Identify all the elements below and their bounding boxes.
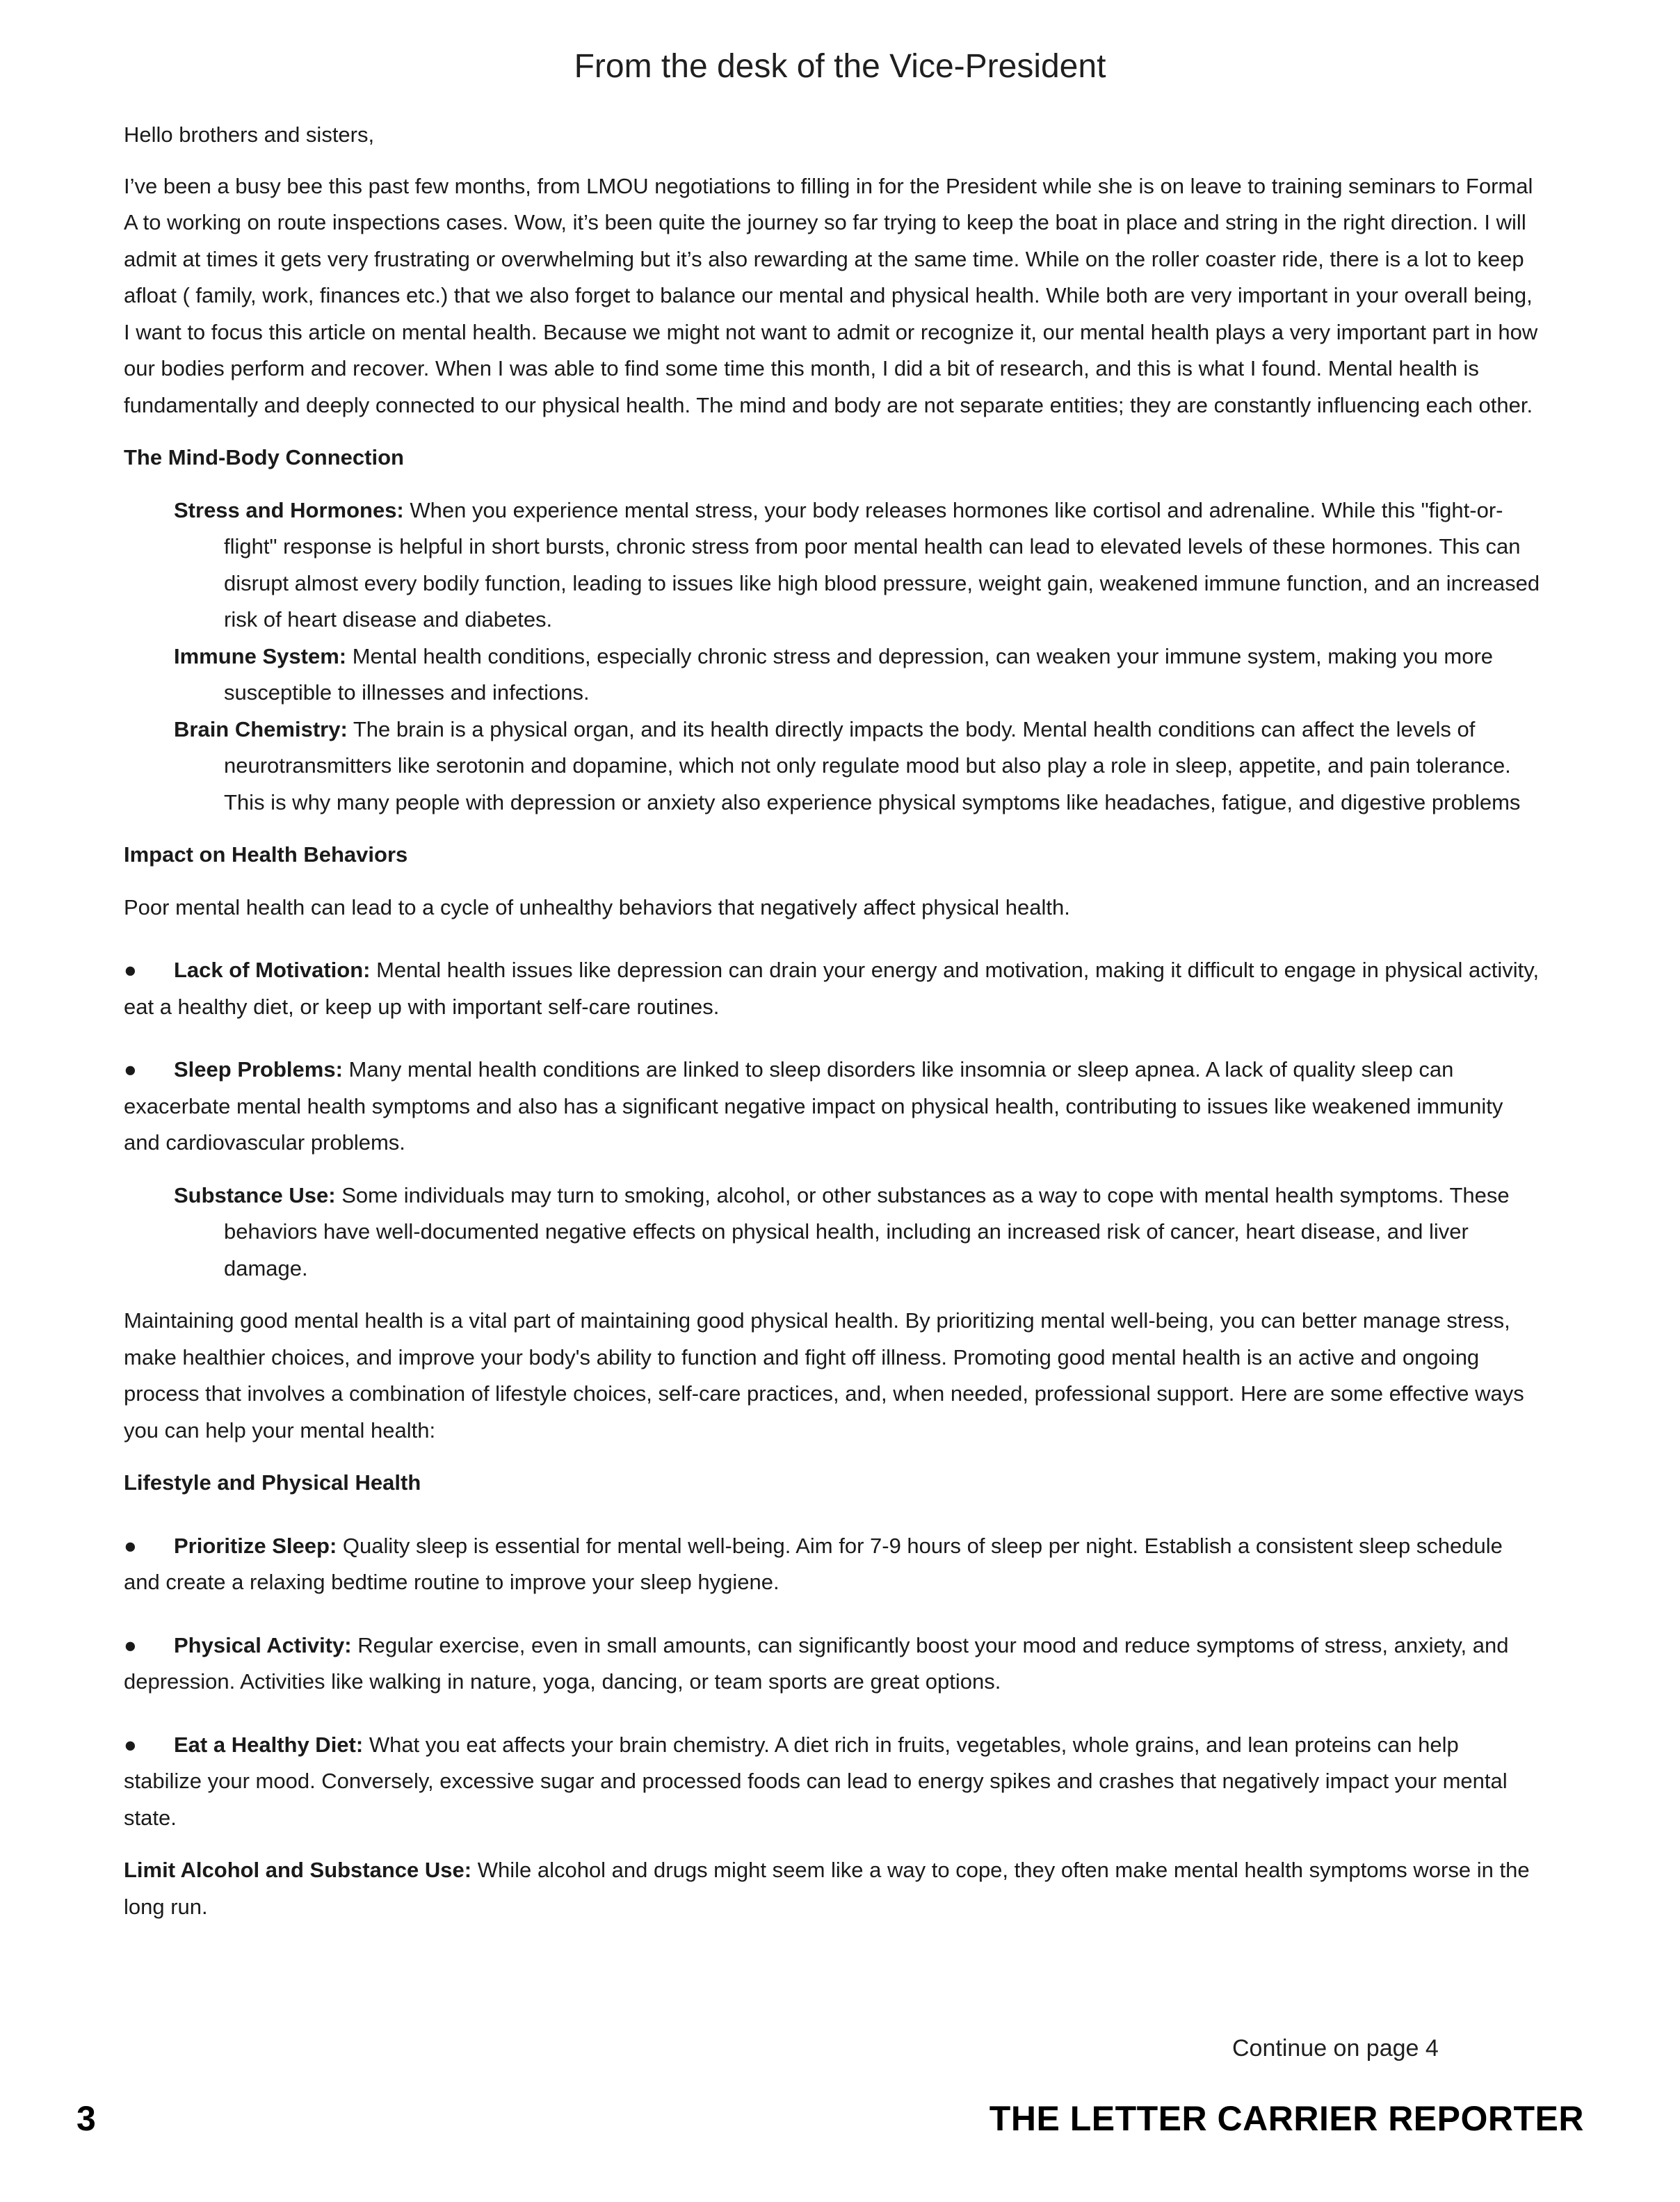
item-label: Physical Activity: [174, 1632, 352, 1657]
item-label: Prioritize Sleep: [174, 1533, 337, 1558]
item-text: Regular exercise, even in small amounts, can significantly boost your mood and reduce symptoms of stress, anxiety, and depression. Activities like walking in nature, yoga, dancing, or team sports are great options. [124, 1632, 1509, 1694]
item-brain-chemistry [124, 712, 1542, 821]
bullet-healthy-diet [124, 1727, 1542, 1837]
article-title: From the desk of the Vice-President [574, 48, 1106, 85]
item-immune-system [124, 638, 1542, 712]
bullet-sleep-problems [124, 1052, 1542, 1162]
bullet-icon: ● [124, 1632, 137, 1657]
item-label: Substance Use: [174, 1182, 336, 1207]
article-body [124, 117, 1542, 1925]
section-heading-health-behaviors: Impact on Health Behaviors [124, 842, 408, 867]
item-text: What you eat affects your brain chemistry. A diet rich in fruits, vegetables, whole grains, and lean proteins can help stabilize your mood. Conversely, excessive sugar and processed foods can lead to energy spikes and crashes that negatively impact your mental state. [124, 1732, 1508, 1830]
section-heading-lifestyle: Lifestyle and Physical Health [124, 1470, 421, 1495]
item-label: Stress and Hormones: [174, 497, 404, 522]
bullet-icon: ● [124, 1533, 137, 1558]
item-text: Mental health issues like depression can drain your energy and motivation, making it difficult to engage in physical activity, eat a healthy diet, or keep up with important self-care routines. [124, 958, 1540, 1019]
item-substance-use [124, 1178, 1542, 1287]
item-label: Brain Chemistry: [174, 716, 348, 741]
bullet-icon: ● [124, 1732, 137, 1757]
bullet-physical-activity [124, 1628, 1542, 1701]
item-text: Mental health conditions, especially chronic stress and depression, can weaken your immune system, making you more susceptible to illnesses and infections. [224, 643, 1494, 705]
item-label: Lack of Motivation: [174, 958, 371, 982]
limit-alcohol-paragraph [124, 1852, 1542, 1925]
item-stress-hormones [124, 492, 1542, 638]
item-text: When you experience mental stress, your body releases hormones like cortisol and adrenaline. While this "fight-or-flight" response is helpful in short bursts, chronic stress from poor mental health can lead to elevated levels of these hormones. This can disrupt almost every bodily function, leading to issues like high blood pressure, weight gain, weakened immune function, and an increased risk of heart disease and diabetes. [224, 497, 1540, 632]
item-text: Quality sleep is essential for mental well-being. Aim for 7-9 hours of sleep per night. Establish a consistent sleep schedule and create a relaxing bedtime routine to improve your sleep hygiene. [124, 1533, 1503, 1594]
item-label: Eat a Healthy Diet: [174, 1732, 364, 1757]
bullet-icon: ● [124, 958, 137, 982]
item-text: Many mental health conditions are linked to sleep disorders like insomnia or sleep apnea. A lack of quality sleep can exacerbate mental health symptoms and also has a significant negative impact on physical health, contributing to issues like weakened immunity and cardiovascular problems. [124, 1057, 1503, 1155]
health-behaviors-intro: Poor mental health can lead to a cycle of unhealthy behaviors that negatively affect physical health. [124, 894, 1070, 919]
continue-notice: Continue on page 4 [1232, 2035, 1439, 2062]
page-number: 3 [76, 2099, 96, 2138]
item-label: Sleep Problems: [174, 1057, 343, 1082]
item-text: While alcohol and drugs might seem like a way to cope, they often make mental health symptoms worse in the long run. [124, 1858, 1530, 1919]
item-text: Some individuals may turn to smoking, alcohol, or other substances as a way to cope with mental health symptoms. These behaviors have well-documented negative effects on physical health, including an increased risk of cancer, heart disease, and liver damage. [224, 1182, 1510, 1280]
publication-name: THE LETTER CARRIER REPORTER [989, 2099, 1584, 2138]
item-label: Immune System: [174, 643, 347, 668]
bullet-lack-of-motivation [124, 952, 1542, 1025]
bullet-icon: ● [124, 1057, 137, 1082]
item-text: The brain is a physical organ, and its health directly impacts the body. Mental health conditions can affect the levels of neurotransmitters like serotonin and dopamine, which not only regulate mood but also play a role in sleep, appetite, and pain tolerance. This is why many people with depression or anxiety also experience physical symptoms like headaches, fatigue, and digestive problems [224, 716, 1521, 814]
section-heading-mind-body: The Mind-Body Connection [124, 445, 404, 469]
item-label: Limit Alcohol and Substance Use: [124, 1858, 472, 1882]
intro-paragraph: I’ve been a busy bee this past few months, from LMOU negotiations to filling in for the President while she is on leave to training seminars to Formal A to working on route inspections cases. Wow, it’s been quite the journey so far trying to keep the boat in place and string in the right direction. I will admit at times it gets very frustrating or overwhelming but it’s also rewarding at the same time. While on the roller coaster ride, there is a lot to keep afloat ( family, work, finances etc.) that we also forget to balance our mental and physical health. While both are very important in your overall being, I want to focus this article on mental health. Because we might not want to admit or recognize it, our mental health plays a very important part in how our bodies perform and recover. When I was able to find some time this month, I did a bit of research, and this is what I found. Mental health is fundamentally and deeply connected to our physical health. The mind and body are not separate entities; they are constantly influencing each other. [124, 173, 1538, 417]
bullet-prioritize-sleep [124, 1528, 1542, 1601]
greeting: Hello brothers and sisters, [124, 122, 375, 147]
maintain-paragraph: Maintaining good mental health is a vital part of maintaining good physical health. By prioritizing mental well-being, you can better manage stress, make healthier choices, and improve your body's ability to function and fight off illness. Promoting good mental health is an active and ongoing process that involves a combination of lifestyle choices, self-care practices, and, when needed, professional support. Here are some effective ways you can help your mental health: [124, 1308, 1524, 1442]
